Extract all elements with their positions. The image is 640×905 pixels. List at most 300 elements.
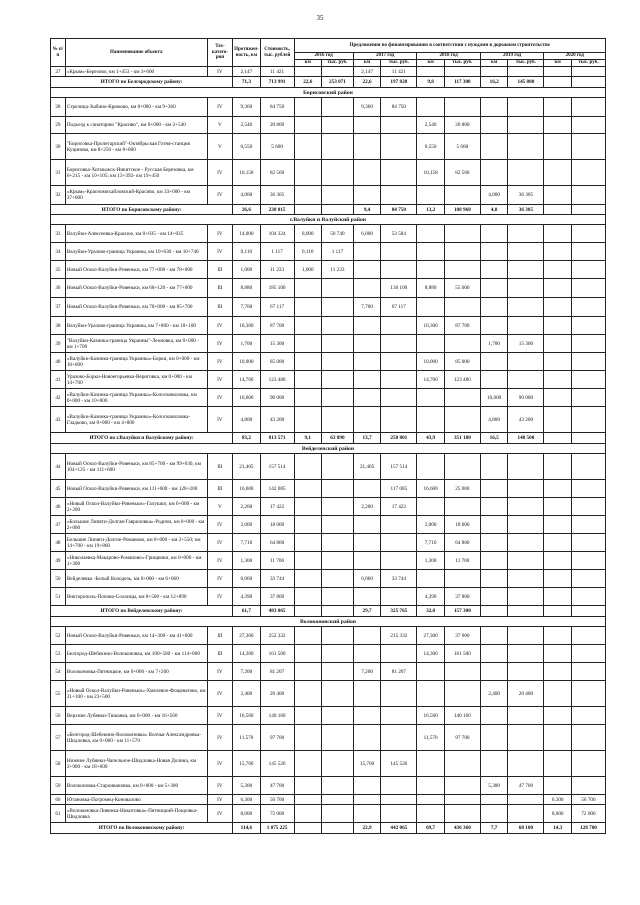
- row-number: 40: [51, 353, 66, 371]
- header-year-2017: 2017 год: [353, 53, 417, 60]
- object-name: «Белгород-Шебекино-Волоконовка» Волчья Александровка-Шидловка, км 0+000 - км 11+570: [65, 725, 207, 751]
- year-2018-km: 1,300: [417, 552, 445, 570]
- object-name: Новый Оскол-Валуйки-Ровеньки, км 77+000 - км 78+000: [65, 261, 207, 279]
- table-row: [51, 371, 606, 389]
- year-2020-rub: [571, 205, 605, 215]
- year-2018-km: 69,7: [417, 823, 445, 834]
- object-name: "Валуйки-Казинка-граница Украины"-Леоновка, км 0+000 - км 1+700: [65, 335, 207, 353]
- year-2016-km: [294, 335, 322, 353]
- year-2017-rub: [381, 243, 417, 261]
- year-2020-rub: [571, 279, 605, 298]
- year-2018-km: [417, 186, 445, 205]
- object-name: Валуйки-Уразово-граница Украины, км 10+630 - км 10+740: [65, 243, 207, 261]
- length-km: 10,300: [233, 317, 261, 335]
- technical-category: IV: [207, 98, 232, 117]
- year-2018-rub: [444, 225, 480, 243]
- year-2020-km: [544, 433, 572, 444]
- year-2020-km: [544, 645, 572, 663]
- year-2018-km: [417, 335, 445, 353]
- year-2020-km: 6,300: [544, 795, 572, 805]
- row-number: 48: [51, 534, 66, 552]
- year-2019-rub: [508, 454, 544, 480]
- year-2018-rub: 97 700: [444, 725, 480, 751]
- cost-thousand-rub: 11 421: [260, 67, 294, 77]
- year-2017-km: 21,405: [353, 454, 381, 480]
- year-2016-rub: [322, 186, 354, 205]
- length-km: 10,000: [233, 389, 261, 407]
- year-2020-rub: [571, 186, 605, 205]
- year-2017-rub: [381, 134, 417, 160]
- year-2020-km: [544, 480, 572, 498]
- technical-category: V: [207, 498, 232, 516]
- year-2016-rub: [322, 67, 354, 77]
- object-name: Белгород-Шебекино-Волоконовка, км 100+500 - км 114+800: [65, 645, 207, 663]
- row-number: 27: [51, 67, 66, 77]
- year-2018-rub: 20 800: [444, 117, 480, 134]
- year-2017-km: [353, 480, 381, 498]
- table-row: [51, 186, 606, 205]
- year-2016-km: [294, 751, 322, 777]
- year-2017-rub: 53 584: [381, 225, 417, 243]
- year-2018-km: 10,000: [417, 353, 445, 371]
- year-2019-rub: [508, 243, 544, 261]
- cost-thousand-rub: 47 700: [260, 777, 294, 795]
- object-name: «Валуйки-Казинка-граница Украины»-Колосковоловка, км 0+000 - км 10+000: [65, 389, 207, 407]
- year-2016-rub: [322, 777, 354, 795]
- year-2018-km: [417, 98, 445, 117]
- table-body: [51, 67, 606, 834]
- year-2016-rub: [322, 751, 354, 777]
- technical-category: IV: [207, 777, 232, 795]
- technical-category: IV: [207, 67, 232, 77]
- year-2016-rub: 253 071: [322, 77, 354, 88]
- year-2020-km: [544, 67, 572, 77]
- year-2017-km: [353, 243, 381, 261]
- year-2019-km: [480, 353, 508, 371]
- technical-category: IV: [207, 663, 232, 681]
- row-number: 30: [51, 134, 66, 160]
- year-2019-km: [480, 795, 508, 805]
- year-2019-rub: [508, 480, 544, 498]
- length-km: 6,060: [233, 570, 261, 588]
- year-2017-km: [353, 681, 381, 707]
- year-2019-rub: [508, 516, 544, 534]
- cost-thousand-rub: 36 305: [260, 186, 294, 205]
- length-km: 27,300: [233, 627, 261, 645]
- year-2020-rub: [571, 663, 605, 681]
- length-km: 14,000: [233, 225, 261, 243]
- year-2017-rub: 250 801: [381, 433, 417, 444]
- header-unit-km: км: [294, 60, 322, 67]
- row-number: 31: [51, 160, 66, 186]
- row-number: 60: [51, 795, 66, 805]
- year-2020-rub: [571, 534, 605, 552]
- year-2016-rub: [322, 454, 354, 480]
- length-km: 2,200: [233, 498, 261, 516]
- year-2018-km: 43,9: [417, 433, 445, 444]
- table-row: [51, 160, 606, 186]
- year-2019-rub: [508, 725, 544, 751]
- year-2020-rub: [571, 389, 605, 407]
- year-2016-rub: [322, 279, 354, 298]
- year-2017-km: [353, 407, 381, 433]
- year-2017-rub: 215 332: [381, 627, 417, 645]
- technical-category: IV: [207, 534, 232, 552]
- year-2018-km: 11,570: [417, 725, 445, 751]
- length-km: 11,570: [233, 725, 261, 751]
- year-2020-rub: [571, 371, 605, 389]
- year-2017-rub: 81 207: [381, 663, 417, 681]
- year-2016-km: [294, 67, 322, 77]
- header-unit-rub: тыс. руб.: [444, 60, 480, 67]
- year-2017-km: 2,147: [353, 67, 381, 77]
- table-row: [51, 588, 606, 606]
- length-km: 2,400: [233, 681, 261, 707]
- header-year-2018: 2018 год: [417, 53, 481, 60]
- header-no: № п/п: [51, 39, 66, 67]
- year-2017-rub: [381, 588, 417, 606]
- row-number: 44: [51, 454, 66, 480]
- row-number: 56: [51, 707, 66, 725]
- year-2019-rub: [508, 663, 544, 681]
- year-2016-km: [294, 645, 322, 663]
- year-2019-km: [480, 225, 508, 243]
- object-name: «Крым»-Красномихайловский-Красиво, км 33+000 - км 37+000: [65, 186, 207, 205]
- object-name: Волоконовка-Пятницкое, км 0+000 - км 7+200: [65, 663, 207, 681]
- length-km: 14,700: [233, 371, 261, 389]
- object-name: Уразово-Борки-Новоегорьевка-Вериговка, км 0+000 - км 14+700: [65, 371, 207, 389]
- year-2017-km: [353, 261, 381, 279]
- year-2018-km: [417, 225, 445, 243]
- total-label: ИТОГО по г.Валуйки и Валуйскому району:: [51, 433, 233, 444]
- year-2020-km: [544, 389, 572, 407]
- year-2020-rub: [571, 353, 605, 371]
- year-2018-rub: [444, 663, 480, 681]
- table-row: [51, 534, 606, 552]
- length-km: 2,540: [233, 117, 261, 134]
- length-km: 9,360: [233, 98, 261, 117]
- year-2018-km: [417, 751, 445, 777]
- year-2016-km: [294, 117, 322, 134]
- year-2016-km: [294, 805, 322, 823]
- year-2019-km: [480, 317, 508, 335]
- technical-category: IV: [207, 725, 232, 751]
- year-2019-km: [480, 298, 508, 317]
- year-2019-rub: [508, 225, 544, 243]
- year-2019-rub: [508, 707, 544, 725]
- year-2019-km: [480, 134, 508, 160]
- length-km: 10,000: [233, 353, 261, 371]
- row-number: 61: [51, 805, 66, 823]
- object-name: Новый Оскол-Валуйки-Ровеньки, км 111+600 - км 128+200: [65, 480, 207, 498]
- year-2018-km: [417, 261, 445, 279]
- table-row: [51, 570, 606, 588]
- year-2019-km: 5,300: [480, 777, 508, 795]
- length-km: 1,000: [233, 261, 261, 279]
- year-2019-rub: [508, 552, 544, 570]
- year-2020-rub: [571, 707, 605, 725]
- year-2017-rub: [381, 725, 417, 751]
- year-2016-rub: [322, 552, 354, 570]
- cost-thousand-rub: 483 065: [260, 606, 294, 617]
- year-2018-rub: 25 000: [444, 480, 480, 498]
- table-row: [51, 751, 606, 777]
- table-row: [51, 777, 606, 795]
- year-2017-rub: [381, 117, 417, 134]
- length-km: 2,147: [233, 67, 261, 77]
- object-name: Борисовка-Хотмыжск-Никитское - Русская Березовка, км 6+215 - км 10+105; км 13+392- км 19+450: [65, 160, 207, 186]
- year-2017-km: 9,360: [353, 98, 381, 117]
- row-number: 57: [51, 725, 66, 751]
- year-2018-km: 14,700: [417, 371, 445, 389]
- cost-thousand-rub: 56 700: [260, 795, 294, 805]
- object-name: «Большие Липяги-Долгая-Гавриловка»-Родичи, км 0+000 - км 2+000: [65, 516, 207, 534]
- year-2016-km: [294, 407, 322, 433]
- district-name: Вейделевский район: [51, 444, 606, 454]
- year-2019-rub: 15 300: [508, 335, 544, 353]
- year-2016-km: [294, 454, 322, 480]
- year-2020-rub: [571, 498, 605, 516]
- object-name: Верхние Лубянки-Тишанка, км 0+000 - км 16+560: [65, 707, 207, 725]
- year-2020-rub: [571, 407, 605, 433]
- year-2019-km: [480, 645, 508, 663]
- object-name: Ютановка-Погромец-Коновалово: [65, 795, 207, 805]
- header-length: Протяжен-ность, км: [233, 39, 261, 67]
- year-2018-rub: [444, 570, 480, 588]
- year-2018-rub: [444, 681, 480, 707]
- cost-thousand-rub: 67 117: [260, 298, 294, 317]
- year-2020-rub: [571, 134, 605, 160]
- header-unit-km: км: [353, 60, 381, 67]
- year-2020-km: [544, 777, 572, 795]
- year-2017-km: 2,200: [353, 498, 381, 516]
- length-km: 2,000: [233, 516, 261, 534]
- year-2019-rub: [508, 751, 544, 777]
- year-2017-km: 6,060: [353, 570, 381, 588]
- year-2019-rub: [508, 627, 544, 645]
- year-2016-rub: [322, 725, 354, 751]
- year-2019-km: [480, 725, 508, 751]
- year-2016-rub: [322, 205, 354, 215]
- year-2018-rub: [444, 298, 480, 317]
- year-2018-rub: 11 700: [444, 552, 480, 570]
- year-2019-rub: [508, 98, 544, 117]
- technical-category: IV: [207, 681, 232, 707]
- year-2016-rub: [322, 588, 354, 606]
- object-name: Стрелица-Зыбино-Крюково, км 0+000 - км 9+360: [65, 98, 207, 117]
- year-2019-km: [480, 751, 508, 777]
- year-2016-rub: [322, 627, 354, 645]
- year-2016-rub: [322, 298, 354, 317]
- year-2019-km: [480, 454, 508, 480]
- year-2018-rub: [444, 751, 480, 777]
- year-2017-rub: 17 422: [381, 498, 417, 516]
- year-2018-rub: [444, 805, 480, 823]
- year-2018-km: [417, 389, 445, 407]
- year-2018-rub: [444, 261, 480, 279]
- year-2019-km: [480, 570, 508, 588]
- object-name: «Крым»-Березово, км 1+453 - км 3+600: [65, 67, 207, 77]
- year-2016-rub: [322, 480, 354, 498]
- year-2020-rub: [571, 433, 605, 444]
- year-2016-km: [294, 606, 322, 617]
- year-2019-rub: [508, 117, 544, 134]
- technical-category: IV: [207, 751, 232, 777]
- year-2018-rub: [444, 67, 480, 77]
- object-name: Подъезд к санаторию "Красиво", км 0+000 - км 2+540: [65, 117, 207, 134]
- length-km: 1,300: [233, 552, 261, 570]
- year-2018-rub: [444, 335, 480, 353]
- year-2017-km: [353, 534, 381, 552]
- year-2017-km: [353, 725, 381, 751]
- object-name: «Валуйки-Казинка-граница Украины»-Борки, км 0+000 - км 10+000: [65, 353, 207, 371]
- table-row: [51, 353, 606, 371]
- year-2019-rub: 36 305: [508, 205, 544, 215]
- row-number: 39: [51, 335, 66, 353]
- object-name: «Новый Оскол-Валуйки-Ровеньки»-Галушки, км 0+000 - км 2+200: [65, 498, 207, 516]
- year-2017-km: [353, 317, 381, 335]
- year-2016-km: [294, 707, 322, 725]
- year-2018-rub: 108 960: [444, 205, 480, 215]
- cost-thousand-rub: 81 207: [260, 663, 294, 681]
- year-2017-km: [353, 795, 381, 805]
- year-2018-rub: [444, 795, 480, 805]
- year-2017-rub: [381, 516, 417, 534]
- table-row: [51, 707, 606, 725]
- year-2020-km: [544, 335, 572, 353]
- year-2018-rub: [444, 186, 480, 205]
- year-2019-rub: [508, 606, 544, 617]
- cost-thousand-rub: 142 085: [260, 480, 294, 498]
- cost-thousand-rub: 43 200: [260, 407, 294, 433]
- cost-thousand-rub: 145 526: [260, 751, 294, 777]
- year-2018-rub: 5 600: [444, 134, 480, 160]
- table-row: [51, 681, 606, 707]
- row-number: 34: [51, 243, 66, 261]
- year-2020-km: [544, 534, 572, 552]
- row-number: 36: [51, 279, 66, 298]
- district-header-row: [51, 444, 606, 454]
- header-unit-rub: тыс. руб.: [381, 60, 417, 67]
- year-2020-km: [544, 298, 572, 317]
- year-2016-km: [294, 663, 322, 681]
- year-2017-km: 22,6: [353, 77, 381, 88]
- object-name: Большие Липяги-Долгое-Романово, км 0+000 - км 2+550; км 14+700 - км 19+860: [65, 534, 207, 552]
- total-label: ИТОГО по Борисовскому району:: [51, 205, 233, 215]
- year-2020-km: [544, 77, 572, 88]
- length-km: 83,2: [233, 433, 261, 444]
- row-number: 33: [51, 225, 66, 243]
- year-2016-rub: [322, 335, 354, 353]
- year-2020-rub: [571, 160, 605, 186]
- year-2020-km: [544, 205, 572, 215]
- object-name: Викторополь-Попово-Солонцы, км 8+500 - км 12+890: [65, 588, 207, 606]
- year-2016-km: [294, 498, 322, 516]
- table-row: [51, 67, 606, 77]
- year-2017-km: [353, 279, 381, 298]
- year-2016-rub: 1 117: [322, 243, 354, 261]
- year-2020-km: [544, 279, 572, 298]
- year-2016-km: [294, 795, 322, 805]
- table-row: [51, 627, 606, 645]
- year-2018-km: 2,540: [417, 117, 445, 134]
- year-2016-rub: [322, 117, 354, 134]
- year-2016-rub: [322, 317, 354, 335]
- year-2017-rub: 442 065: [381, 823, 417, 834]
- year-2017-rub: [381, 335, 417, 353]
- total-label: ИТОГО по Вейделевскому району:: [51, 606, 233, 617]
- year-2016-rub: 11 233: [322, 261, 354, 279]
- year-2018-km: [417, 805, 445, 823]
- year-2020-km: [544, 681, 572, 707]
- year-2018-km: [417, 777, 445, 795]
- row-number: 52: [51, 627, 66, 645]
- table-row: [51, 117, 606, 134]
- year-2019-rub: 36 305: [508, 186, 544, 205]
- year-2018-rub: 82 560: [444, 160, 480, 186]
- year-2017-rub: 84 750: [381, 205, 417, 215]
- district-header-row: [51, 617, 606, 627]
- technical-category: IV: [207, 243, 232, 261]
- year-2017-km: 7,700: [353, 298, 381, 317]
- year-2017-rub: [381, 371, 417, 389]
- year-2016-km: [294, 353, 322, 371]
- year-2017-km: [353, 186, 381, 205]
- cost-thousand-rub: 713 991: [260, 77, 294, 88]
- year-2016-km: [294, 480, 322, 498]
- year-2017-rub: [381, 317, 417, 335]
- cost-thousand-rub: 84 750: [260, 98, 294, 117]
- year-2018-rub: [444, 777, 480, 795]
- cost-thousand-rub: 20 800: [260, 117, 294, 134]
- row-number: 47: [51, 516, 66, 534]
- year-2018-rub: [444, 243, 480, 261]
- length-km: 5,300: [233, 777, 261, 795]
- year-2018-km: 16,600: [417, 480, 445, 498]
- header-proposals: Предложения по финансированию в соответствии с нуждами в дорожном строительстве: [294, 39, 605, 53]
- cost-thousand-rub: 15 300: [260, 335, 294, 353]
- year-2018-km: [417, 298, 445, 317]
- year-2017-km: [353, 353, 381, 371]
- year-2017-rub: 130 100: [381, 279, 417, 298]
- length-km: 8,880: [233, 279, 261, 298]
- year-2016-rub: [322, 534, 354, 552]
- year-2016-rub: 50 740: [322, 225, 354, 243]
- table-row: [51, 498, 606, 516]
- row-number: 42: [51, 389, 66, 407]
- year-2016-km: [294, 389, 322, 407]
- year-2020-km: [544, 707, 572, 725]
- technical-category: IV: [207, 552, 232, 570]
- year-2018-km: 0,550: [417, 134, 445, 160]
- year-2019-rub: [508, 795, 544, 805]
- object-name: Волоконовка-Староивановка, км 0+000 - км 5+300: [65, 777, 207, 795]
- year-2019-rub: [508, 134, 544, 160]
- year-2018-rub: [444, 454, 480, 480]
- year-2016-rub: [322, 570, 354, 588]
- object-name: Валуйки-Уразово-граница Украины, км 7+800 - км 18+100: [65, 317, 207, 335]
- year-2020-km: 8,000: [544, 805, 572, 823]
- table-row: [51, 407, 606, 433]
- year-2019-rub: [508, 645, 544, 663]
- cost-thousand-rub: 11 700: [260, 552, 294, 570]
- year-2019-km: [480, 707, 508, 725]
- year-2020-rub: [571, 298, 605, 317]
- year-2020-km: [544, 725, 572, 751]
- year-2020-km: [544, 225, 572, 243]
- row-number: 45: [51, 480, 66, 498]
- year-2018-km: 8,880: [417, 279, 445, 298]
